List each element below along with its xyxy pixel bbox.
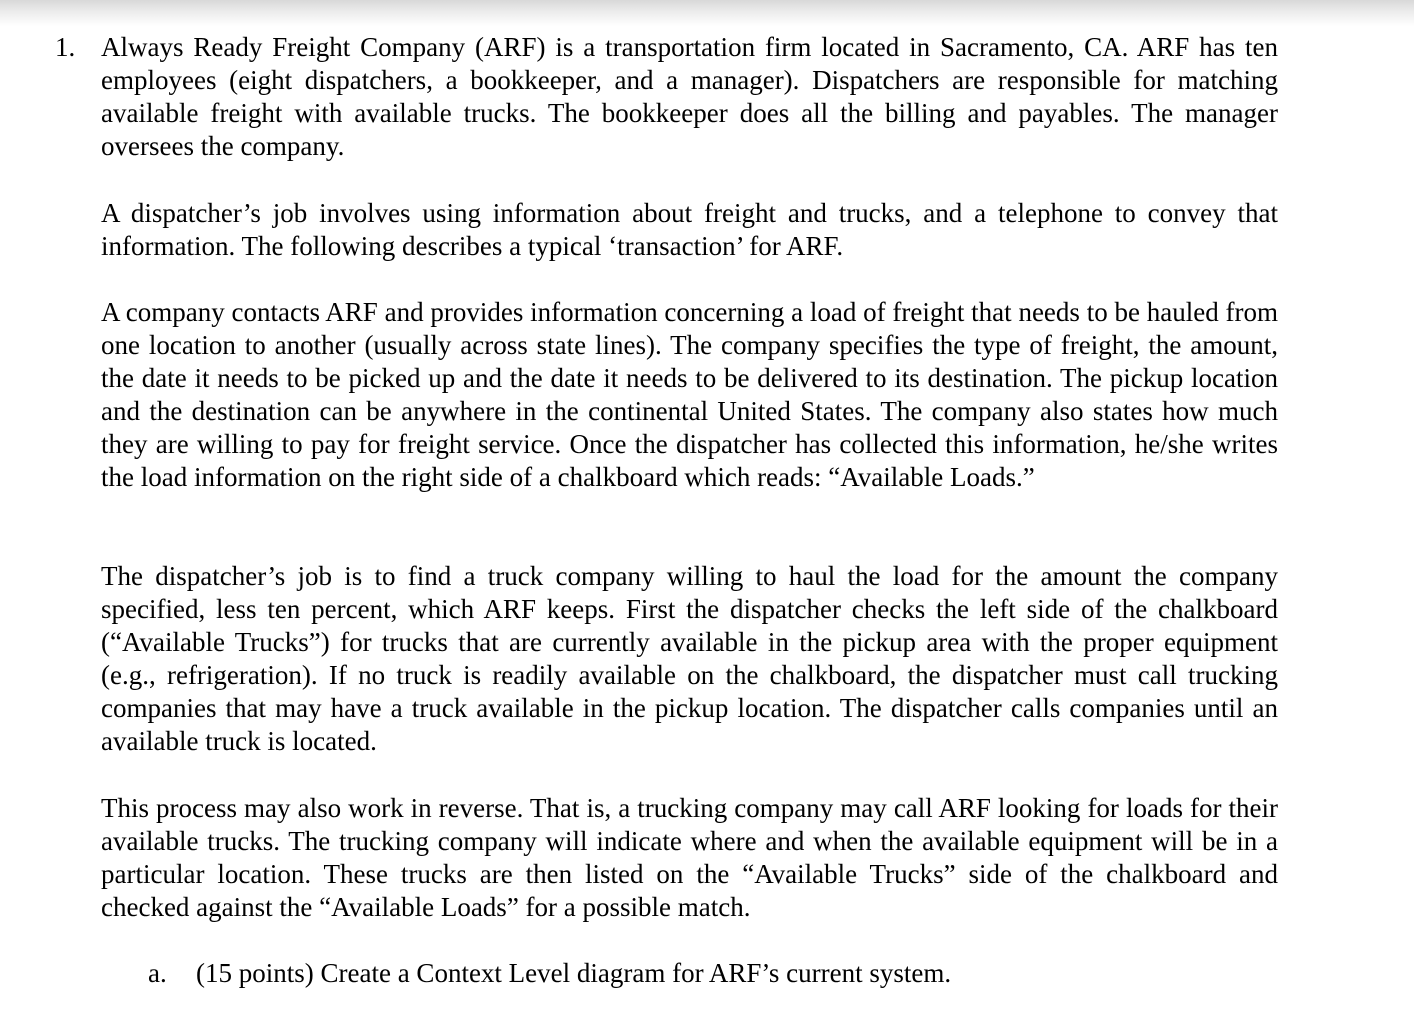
paragraph-company-overview: Always Ready Freight Company (ARF) is a transportation firm located in Sacramento, CA. ARF has ten employees (eight dispatchers, a bookkeeper, and a manager). Dispatchers are responsible for matching available freight with available trucks. The bookkeeper does all the billing and payables. The manager oversees the company. <box>101 32 1278 161</box>
top-shadow <box>0 0 1414 26</box>
paragraph-reverse-process: This process may also work in reverse. That is, a trucking company may call ARF looking for loads for their available trucks. The trucking company will indicate where and when the available equipment will be in a particular location. These trucks are then listed on the “Available Trucks” side of the chalkboard and checked against the “Available Loads” for a possible match. <box>101 793 1278 922</box>
subquestion-letter: a. <box>148 958 167 988</box>
paragraph-load-request: A company contacts ARF and provides information concerning a load of freight that needs to be hauled from one location to another (usually across state lines). The company specifies the type of freight, the amount, the date it needs to be picked up and the date it needs to be delivered to its destination. The pickup location and the destination can be anywhere in the continental United States. The company also states how much they are willing to pay for freight service. Once the dispatcher has collected this information, he/she writes the load information on the right side of a chalkboard which reads: “Available Loads.” <box>101 297 1278 492</box>
paragraph-dispatcher-job: A dispatcher’s job involves using information about freight and trucks, and a telephone to convey that information. The following describes a typical ‘transaction’ for ARF. <box>101 198 1278 261</box>
paragraph-find-truck: The dispatcher’s job is to find a truck company willing to haul the load for the amount the company specified, less ten percent, which ARF keeps. First the dispatcher checks the left side of the chalkboard (“Available Trucks”) for trucks that are currently available in the pickup area with the proper equipment (e.g., refrigeration). If no truck is readily available on the chalkboard, the dispatcher must call trucking companies that may have a truck available in the pickup location. The dispatcher calls companies until an available truck is located. <box>101 561 1278 756</box>
question-number: 1. <box>55 32 76 62</box>
subquestion-text: (15 points) Create a Context Level diagram for ARF’s current system. <box>196 958 952 988</box>
